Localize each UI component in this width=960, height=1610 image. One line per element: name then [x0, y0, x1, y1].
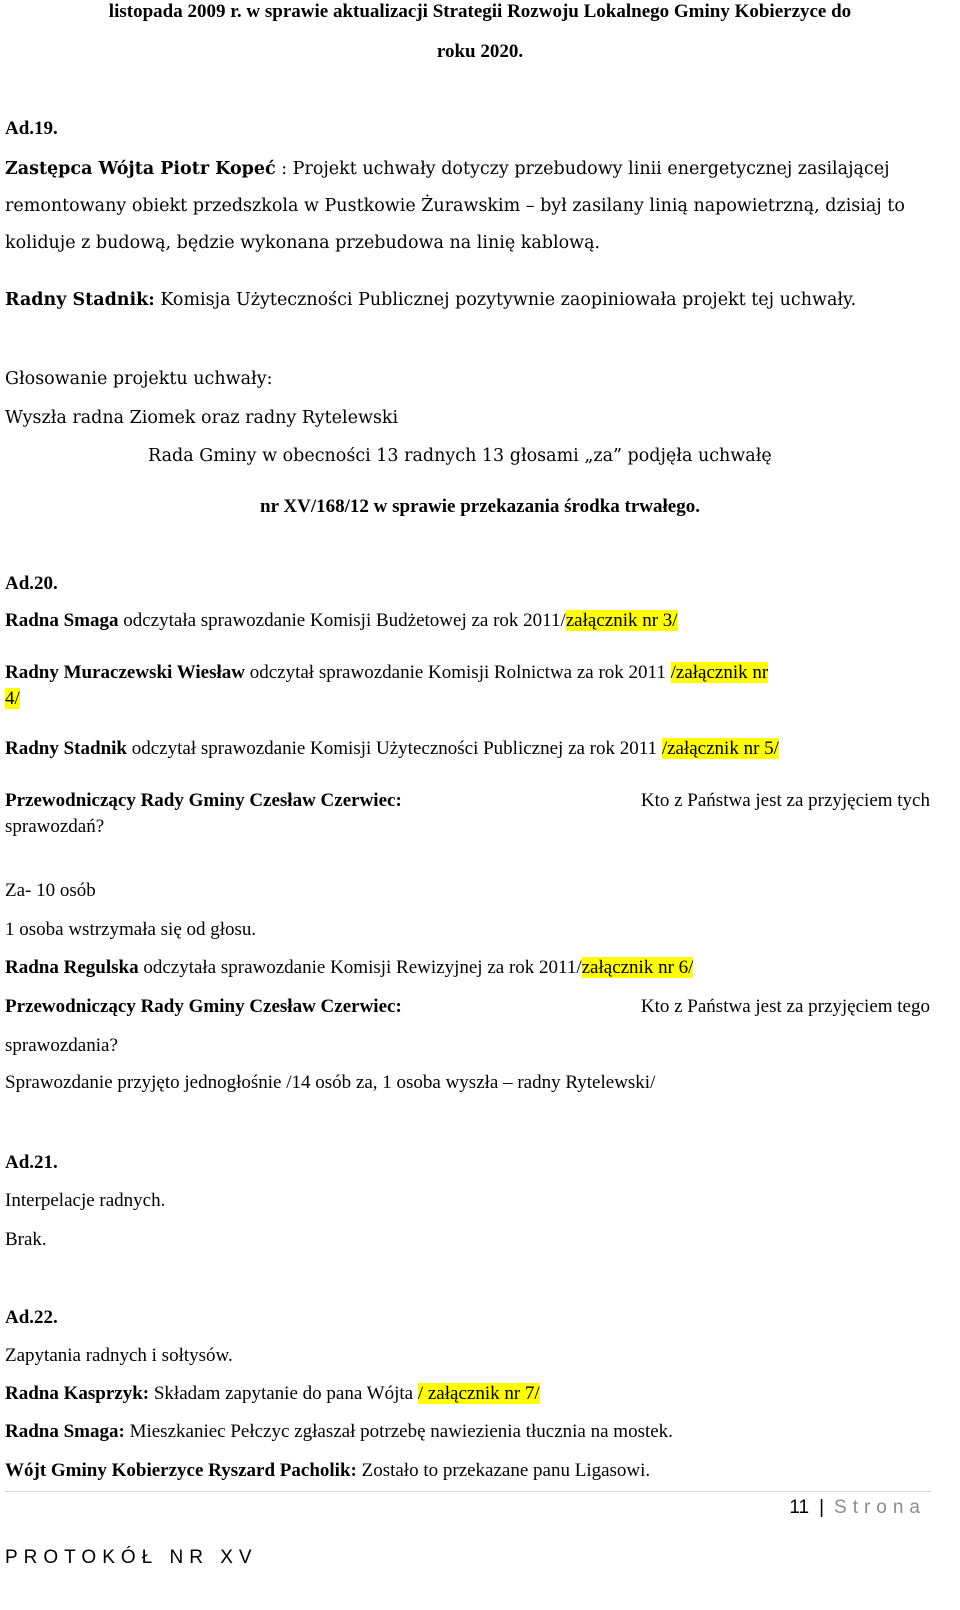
speaker-name: Radny Stadnik: [5, 738, 127, 759]
speaker-name: Zastępca Wójta Piotr Kopeć: [5, 159, 276, 179]
footer-divider: [5, 1491, 931, 1492]
page-number-value: 11: [789, 1497, 810, 1518]
speaker-text: odczytał sprawozdanie Komisji Użyteczności Publicznej za rok 2011: [126, 738, 662, 759]
paragraph-line: sprawozdania?: [5, 1035, 118, 1056]
attachment-reference: załącznik nr 6/: [581, 957, 694, 978]
paragraph-line: [5, 661, 768, 685]
paragraph-line: Zapytania radnych i sołtysów.: [5, 1345, 233, 1366]
attachment-reference: załącznik nr 3/: [565, 610, 678, 631]
speaker-name: Radna Kasprzyk:: [5, 1383, 150, 1404]
footer-document-title: PROTOKÓŁ NR XV: [5, 1547, 258, 1568]
resolution-number: nr XV/168/12 w sprawie przekazania środka trwałego.: [260, 496, 700, 517]
speaker-text: odczytała sprawozdanie Komisji Rewizyjnej za rok 2011/: [138, 957, 582, 978]
paragraph-line: [5, 687, 20, 711]
resolution-title-line-1: listopada 2009 r. w sprawie aktualizacji Strategii Rozwoju Lokalnego Gminy Kobierzyce do: [108, 1, 852, 22]
paragraph-line: Sprawozdanie przyjęto jednogłośnie /14 osób za, 1 osoba wyszła – radny Rytelewski/: [5, 1072, 656, 1093]
paragraph-line: sprawozdań?: [5, 816, 105, 837]
attachment-reference: /załącznik nr 5/: [661, 738, 779, 759]
paragraph-line-justified: [5, 789, 930, 813]
paragraph-line: [5, 609, 678, 633]
speaker-text: Mieszkaniec Pełczyc zgłaszał potrzebę nawiezienia tłucznia na mostek.: [124, 1421, 673, 1442]
resolution-title-line-2: roku 2020.: [436, 41, 524, 62]
speaker-text: odczytał sprawozdanie Komisji Rolnictwa za rok 2011: [244, 662, 671, 683]
speaker-name: Przewodniczący Rady Gminy Czesław Czerwiec:: [5, 996, 402, 1017]
paragraph-line: Brak.: [5, 1229, 47, 1250]
speaker-name: Radny Stadnik:: [5, 290, 155, 310]
speaker-name: Wójt Gminy Kobierzyce Ryszard Pacholik:: [5, 1460, 357, 1481]
voting-heading: Głosowanie projektu uchwały:: [5, 369, 273, 389]
speaker-text: Kto z Państwa jest za przyjęciem tych: [640, 790, 930, 811]
paragraph-line: [5, 956, 693, 980]
paragraph-line: [5, 1420, 673, 1444]
speaker-text: Składam zapytanie do pana Wójta: [149, 1383, 418, 1404]
paragraph-line: [5, 1382, 540, 1406]
page-label: Strona: [834, 1497, 926, 1518]
paragraph-line: [5, 737, 779, 761]
section-heading-ad19: Ad.19.: [5, 118, 58, 139]
vote-count: Za- 10 osób: [5, 880, 96, 901]
speaker-text: : Projekt uchwały dotyczy przebudowy linii energetycznej zasilającej: [275, 159, 890, 179]
speaker-name: Radny Muraczewski Wiesław: [5, 662, 245, 683]
section-heading-ad20: Ad.20.: [5, 573, 58, 594]
paragraph-line: [5, 288, 856, 312]
attachment-reference: /załącznik nr: [670, 662, 769, 683]
speaker-name: Radna Smaga: [5, 610, 119, 631]
paragraph-line: Interpelacje radnych.: [5, 1190, 166, 1211]
paragraph-line: [5, 157, 890, 181]
attachment-reference: 4/: [5, 688, 20, 709]
speaker-text: Komisja Użyteczności Publicznej pozytywnie zaopiniowała projekt tej uchwały.: [154, 290, 857, 310]
speaker-text: Zostało to przekazane panu Ligasowi.: [356, 1460, 651, 1481]
vote-count: 1 osoba wstrzymała się od głosu.: [5, 919, 257, 940]
speaker-name: Radna Regulska: [5, 957, 139, 978]
paragraph-line-justified: [5, 995, 930, 1019]
vote-result: Rada Gminy w obecności 13 radnych 13 głosami „za” podjęła uchwałę: [148, 446, 772, 466]
speaker-name: Radna Smaga:: [5, 1421, 125, 1442]
paragraph-line: [5, 1459, 650, 1483]
paragraph-line: remontowany obiekt przedszkola w Pustkowie Żurawskim – był zasilany linią napowietrzną, dzisiaj to: [5, 196, 905, 216]
speaker-text: Kto z Państwa jest za przyjęciem tego: [640, 996, 930, 1017]
page-number: [789, 1496, 926, 1520]
section-heading-ad22: Ad.22.: [5, 1307, 58, 1328]
speaker-name: Przewodniczący Rady Gminy Czesław Czerwiec:: [5, 790, 402, 811]
attachment-reference: / załącznik nr 7/: [417, 1383, 540, 1404]
page-number-separator: |: [819, 1497, 825, 1518]
paragraph-line: koliduje z budową, będzie wykonana przebudowa na linię kablową.: [5, 233, 601, 253]
speaker-text: odczytała sprawozdanie Komisji Budżetowej za rok 2011/: [118, 610, 566, 631]
section-heading-ad21: Ad.21.: [5, 1152, 58, 1173]
paragraph-line: Wyszła radna Ziomek oraz radny Rytelewski: [5, 408, 399, 428]
